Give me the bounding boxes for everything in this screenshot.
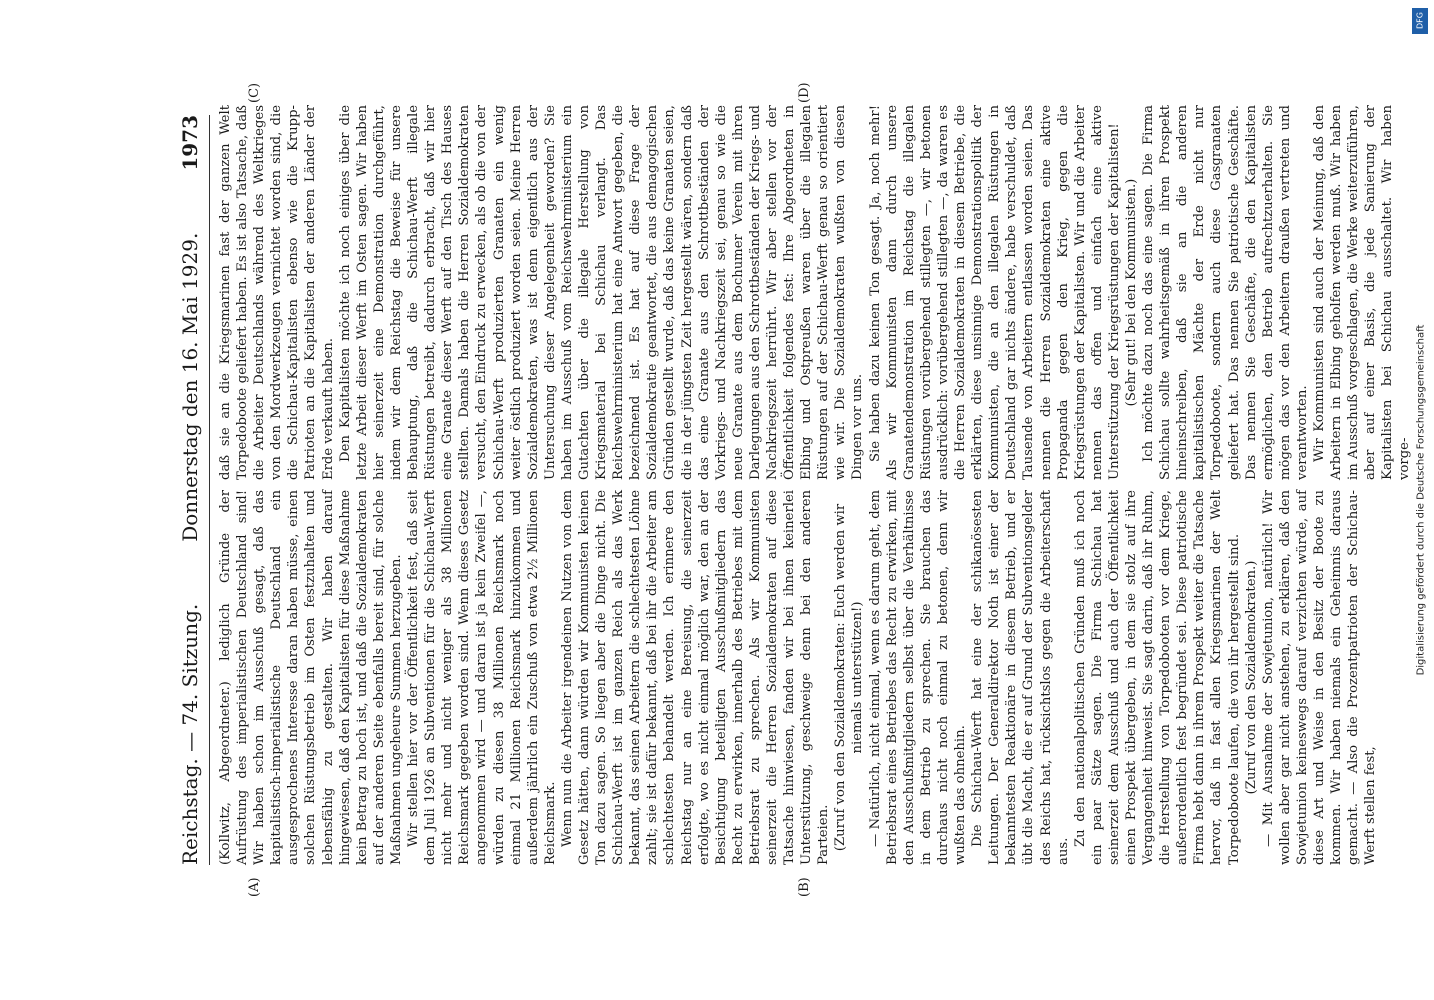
paragraph: (Kollwitz, Abgeordneter.) lediglich Gründe der Aufrüstung des imperialistischen Deutschland sind! Wir haben schon im Ausschuß gesagt, daß das kapitalistisch-imperialistische Deutschland ein ausgesprochenes Interesse daran haben müsse, einen solchen Rüstungsbetrieb im Osten festzuhalten und lebensfähig zu gestalten. Wir haben darauf hingewiesen, daß den Kapitalisten für diese Maßnahme kein Betrag zu hoch ist, und daß die Sozialdemokraten auf der anderen Seite ebenfalls bereit sind, für solche Maßnahmen ungeheure Summen herzugeben. [218,490,404,865]
header-rule [209,115,210,865]
page-number: 1973 [178,115,202,171]
digitization-credit [1410,0,1432,1000]
paragraph: Wir stellen hier vor der Öffentlichkeit fest, daß seit dem Juli 1926 an Subventionen für die Schichau-Werft nicht mehr und nicht weniger als 38 Millionen Reichsmark gegeben worden sind. Wenn dieses Gesetz angenommen wird — und daran ist ja kein Zweifel —, würden zu diesen 38 Millionen Reichsmark noch einmal 21 Millionen Reichsmark hinzukommen und außerdem jährlich ein Zuschuß von etwa 2½ Millionen Reichsmark. [406,490,558,865]
paragraph: daß sie an die Kriegsmarinen fast der ganzen Welt Torpedoboote geliefert haben. Es ist also Tatsache, daß die Arbeiter Deutschlands während des Weltkrieges von den Mordwerkzeugen vernichtet worden sind, die die Schichau-Kapitalisten ebenso wie die Krupp-Patrioten an die Kapitalisten der anderen Länder der Erde verkauft haben. [218,105,336,480]
header-date: Donnerstag den 16. Mai 1929. [178,232,202,542]
header-session: Reichstag. — 74. Sitzung. [178,603,202,865]
interjection: (Zuruf von den Sozialdemokraten: Euch werden wir niemals unterstützen!) [833,503,866,852]
paragraph: Den Kapitalisten möchte ich noch einiges über die letzte Arbeit dieser Werft im Osten sagen. Wir haben hier seinerzeit eine Demonstration durchgeführt, indem wir dem Reichstag die Beweise für unsere Behauptung, daß die Schichau-Werft illegale Rüstungen betreibt, dadurch erbracht, daß wir hier eine Granate dieser Werft auf den Tisch des Hauses stellten. Damals haben die Herren Sozialdemokraten versucht, den Eindruck zu erwecken, als ob die von der Schichau-Werft produzierten Granaten ein wenig weiter östlich produziert worden seien. Meine Herren Sozialdemokraten, was ist denn eigentlich aus der Untersuchung dieser Angelegenheit geworden? Sie haben im Ausschuß vom Reichswehrministerium ein Gutachten über die illegale Herstellung von Kriegsmaterial bei Schichau verlangt. Das Reichswehrministerium hat eine Antwort gegeben, die bezeichnend ist. Es hat auf diese Frage der Sozialdemokratie geantwortet, die aus demagogischen Gründen gestellt wurde, daß das keine Granaten seien, die in der jüngsten Zeit hergestellt wären, sondern daß das eine Granate aus den Schrottbeständen der Vorkriegs- und Nachkriegszeit sei, genau so wie die neue Granate aus dem Bochumer Verein mit ihren Darlegungen aus den Schrottbeständen der Kriegs- und Nachkriegszeit herrührt. Wir aber stellen vor der Öffentlichkeit folgendes fest: Ihre Abgeordneten in Elbing und Ostpreußen waren über die illegalen Rüstungen auf der Schichau-Werft genau so orientiert wie wir. Die Sozialdemokraten wußten von diesen Dingen vor uns. [337,105,866,480]
digitization-credit-text: Digitalisierung gefördert durch die Deutsche Forschungsgemeinschaft [1415,324,1427,676]
paragraph: Zu den nationalpolitischen Gründen muß ich noch ein paar Sätze sagen. Die Firma Schichau hat seinerzeit dem Ausschuß und auch der Öffentlichkeit einen Prospekt übergeben, in dem sie stolz auf ihre Vergangenheit hinweist. Sie sagt darin, daß ihr Ruhm, die Herstellung von Torpedobooten vor dem Kriege, außerordentlich fest begründet sei. Diese patriotische Firma hebt dann in ihrem Prospekt weiter die Tatsache hervor, daß in fast allen Kriegsmarinen der Welt Torpedoboote laufen, die von ihr hergestellt sind. [1072,490,1242,865]
interjection: (Sehr gut! bei den Kommunisten.) [1123,178,1139,407]
paragraph: Wenn nun die Arbeiter irgendeinen Nutzen von dem Gesetz hätten, dann würden wir Kommunisten keinen Ton dazu sagen. So liegen aber die Dinge nicht. Die Schichau-Werft ist im ganzen Reich als das Werk bekannt, das seinen Arbeitern die schlechtesten Löhne zahlt; sie ist dafür bekannt, daß bei ihr die Arbeiter am schlechtesten behandelt werden. Ich erinnere den Reichstag nur an eine Bereisung, die seinerzeit erfolgte, wo es nicht einmal möglich war, den an der Besichtigung beteiligten Ausschußmitgliedern das Recht zu erwirken, innerhalb des Betriebes mit dem Betriebsrat zu sprechen. Als wir Kommunisten seinerzeit die Herren Sozialdemokraten auf diese Tatsache hinwiesen, fanden wir bei ihnen keinerlei Unterstützung, geschweige denn bei den anderen Parteien. [559,490,832,865]
right-column [217,105,1413,480]
interjection: (Zuruf von den Sozialdemokraten.) [1243,560,1259,795]
paragraph: — Mit Ausnahme der Sowjetunion, natürlich! Wir wollen aber gar nicht anstehen, zu erklären, daß den Sowjetunion keineswegs darauf verzichten würde, auf diese Art und Weise in den Besitz der Boote zu kommen. Wir haben niemals ein Geheimnis daraus gemacht. — Also die Prozentpatrioten der Schichau-Werft stellen fest, [1260,490,1379,865]
margin-letter-b: (B) [797,877,812,897]
paragraph: Ich möchte dazu noch das eine sagen. Die Firma Schichau sollte wahrheitsgemäß in ihren Prospekt hineinschreiben, daß sie an die anderen kapitalistischen Mächte der Erde nicht nur Torpedoboote, sondern auch diese Gasgranaten geliefert hat. Das nennen Sie patriotische Geschäfte. Das nennen Sie Geschäfte, die den Kapitalisten ermöglichen, den Betrieb aufrechtzuerhalten. Sie mögen das vor den Arbeitern draußen vertreten und verantworten. [1141,105,1310,480]
margin-letter-a: (A) [247,877,262,897]
margin-letter-d: (D) [797,82,812,103]
left-column [217,490,1379,865]
dfg-logo: DFG [1412,8,1428,34]
page-header [175,115,205,865]
margin-letter-c: (C) [247,82,262,103]
paragraph: Die Schichau-Werft hat eine der schikanösesten Leitungen. Der Generaldirektor Noth ist einer der bekanntesten Reaktionäre in diesem Betrieb, und er übt die Macht, die er auf Grund der Subventionsgelder des Reichs hat, rücksichtslos gegen die Arbeiterschaft aus. [970,490,1071,865]
document-page [157,82,1413,915]
paragraph: — Natürlich, nicht einmal, wenn es darum geht, dem Betriebsrat eines Betriebes das Recht zu erwirken, mit den Ausschußmitgliedern selbst über die Verhältnisse in dem Betrieb zu sprechen. Sie brauchen das durchaus nicht noch einmal zu betonen, denn wir wußten das ohnehin. [867,490,969,865]
paragraph: Wir Kommunisten sind auch der Meinung, daß den Arbeitern in Elbing geholfen werden muß. Wir haben im Ausschuß vorgeschlagen, die Werke weiterzuführen, aber auf einer Basis, die jede Sanierung der Kapitalisten bei Schichau ausschaltet. Wir haben vorge- [1312,105,1413,480]
paragraph: Sie haben dazu keinen Ton gesagt. Ja, noch mehr! Als wir Kommunisten dann durch unsere Granatendemonstration im Reichstag die illegalen Rüstungen vorübergehend stillegten —, wir betonen ausdrücklich: vorübergehend stillegten —, da waren es die Herren Sozialdemokraten in diesem Betriebe, die erklärten, diese unsinnige Demonstrationspolitik der Kommunisten, die an den illegalen Rüstungen in Deutschland gar nichts ändere, habe verschuldet, daß Tausende von Arbeitern entlassen worden seien. Das nennen die Herren Sozialdemokraten eine aktive Propaganda gegen den Krieg, gegen die Kriegsrüstungen der Kapitalisten. Wir und die Arbeiter nennen das offen und einfach eine aktive Unterstützung der Kriegsrüstungen der Kapitalisten! [867,105,1122,480]
